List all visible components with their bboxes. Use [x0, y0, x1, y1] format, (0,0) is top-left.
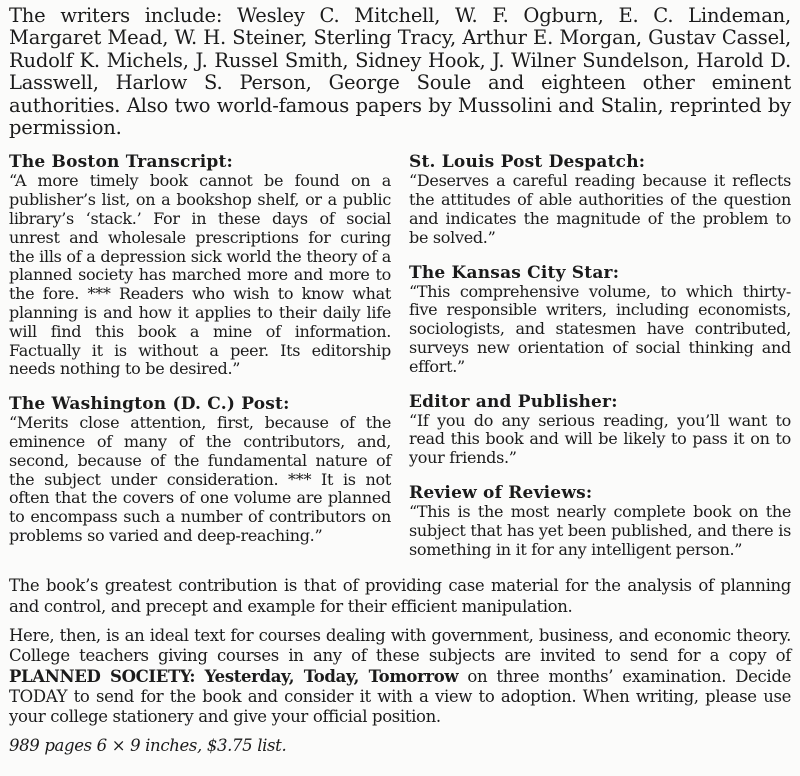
- review-st-louis-post-despatch: [409, 152, 791, 247]
- edition-note: 989 pages 6 × 9 inches, $3.75 list.: [9, 736, 287, 756]
- footer-section: [9, 576, 791, 756]
- reviews-column-right: [409, 152, 791, 559]
- review-source-boston-transcript: The Boston Transcript:: [9, 152, 233, 173]
- review-source-kansas-city-star: The Kansas City Star:: [409, 262, 620, 283]
- review-quote-washington-post: “Merits close attention, first, because of the eminence of many of the contributors, and, second, because of the fundamental nature of the subject under consideration. *** It is not often that the covers of one volume are planned to encompass such a number of contributors on problems so varied and deep-reaching.”: [9, 413, 391, 545]
- review-quote-editor-and-publisher: “If you do any serious reading, you’ll want to read this book and will be likely to pass it on to your friends.”: [409, 410, 791, 468]
- reviews-columns: [9, 152, 791, 559]
- reviews-column-left: [9, 152, 391, 559]
- review-washington-post: [9, 394, 391, 546]
- contribution-paragraph: The book’s greatest contribution is that of providing case material for the analysis of planning and control, and precept and example for their efficient manipulation.: [9, 576, 791, 616]
- review-boston-transcript: [9, 152, 391, 379]
- review-quote-st-louis-post-despatch: “Deserves a careful reading because it reflects the attitudes of able authorities of the question and indicates the magnitude of the problem to be solved.”: [409, 171, 791, 247]
- review-editor-and-publisher: [409, 392, 791, 468]
- examination-offer-paragraph: [9, 626, 791, 727]
- offer-text-post: on three months’ examination. Decide TODAY to send for the book and consider it with a view to adoption. When writing, please use your college stationery and give your official position.: [9, 666, 791, 727]
- review-quote-review-of-reviews: “This is the most nearly complete book on the subject that has yet been published, and there is something in it for any intelligent person.”: [409, 502, 791, 559]
- review-source-washington-post: The Washington (D. C.) Post:: [9, 394, 290, 415]
- review-quote-kansas-city-star: “This comprehensive volume, to which thirty-five responsible writers, including economists, sociologists, and statesmen have contributed, surveys new orientation of social thinking and effort.”: [409, 281, 791, 376]
- review-source-review-of-reviews: Review of Reviews:: [409, 483, 593, 503]
- review-quote-boston-transcript: “A more timely book cannot be found on a publisher’s list, on a bookshop shelf, or a public library’s ‘stack.’ For in these days of social unrest and wholesale prescriptions for curing the ills of a depression sick world the theory of a planned society has marched more and more to the fore. *** Readers who wish to know what planning is and how it applies to their daily life will find this book a mine of information. Factually it is without a peer. Its editorship needs nothing to be desired.”: [9, 171, 391, 379]
- writers-intro-paragraph: The writers include: Wesley C. Mitchell, W. F. Ogburn, E. C. Lindeman, Margaret Mead, W. H. Steiner, Sterling Tracy, Arthur E. Morgan, Gustav Cassel, Rudolf K. Michels, J. Russel Smith, Sidney Hook, J. Wilner Sundelson, Harold D. Lasswell, Harlow S. Person, George Soule and eighteen other eminent authorities. Also two world-famous papers by Mussolini and Stalin, reprinted by permission.: [9, 4, 791, 140]
- offer-text-pre: Here, then, is an ideal text for courses dealing with government, business, and economic theory. College teachers giving courses in any of these subjects are invited to send for a copy of: [9, 625, 791, 666]
- review-kansas-city-star: [409, 263, 791, 377]
- review-source-st-louis-post-despatch: St. Louis Post Despatch:: [409, 152, 646, 173]
- review-review-of-reviews: [409, 483, 791, 559]
- book-title: PLANNED SOCIETY: Yesterday, Today, Tomorrow: [9, 666, 459, 686]
- review-source-editor-and-publisher: Editor and Publisher:: [409, 391, 618, 412]
